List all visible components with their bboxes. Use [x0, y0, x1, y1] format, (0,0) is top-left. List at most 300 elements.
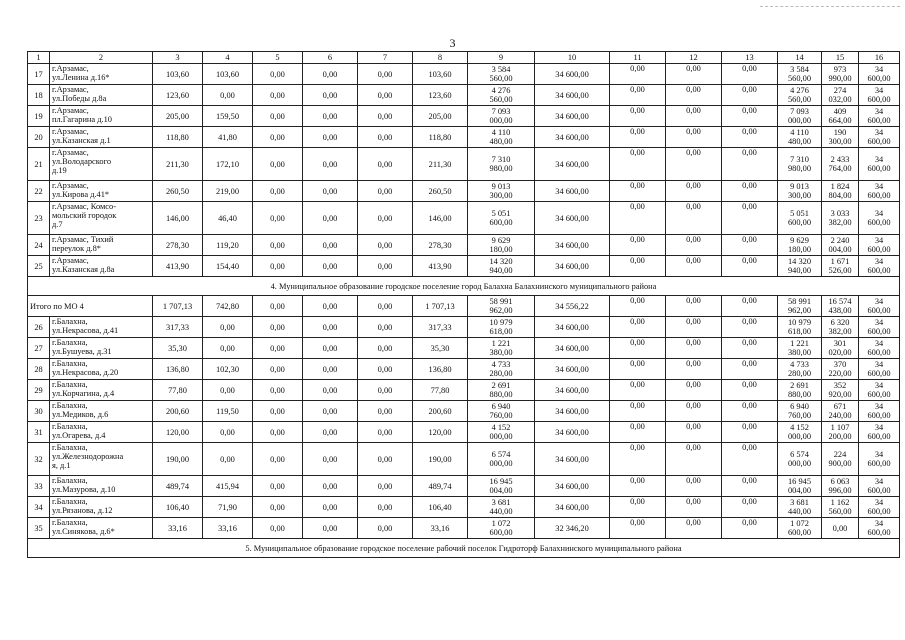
value-cell-16: 34 600,00: [859, 148, 900, 181]
value-cell-4: 219,00: [203, 181, 253, 202]
value-cell-16: 34 600,00: [859, 256, 900, 277]
header-cell-1: 1: [28, 52, 50, 64]
value-cell-9: 4 152 000,00: [468, 422, 535, 443]
address-cell: г.Арзамас, пл.Гагарина д.10: [50, 106, 153, 127]
value-cell-15: 1 162 560,00: [822, 497, 859, 518]
value-cell-7: 0,00: [358, 380, 413, 401]
value-cell-7: 0,00: [358, 497, 413, 518]
value-cell-15: 224 900,00: [822, 443, 859, 476]
header-row: [28, 52, 900, 64]
row-number: 30: [28, 401, 50, 422]
row-number: 29: [28, 380, 50, 401]
value-cell-4: 159,50: [203, 106, 253, 127]
total-value-8: 1 707,13: [413, 296, 468, 317]
value-cell-9: 3 681 440,00: [468, 497, 535, 518]
value-cell-6: 0,00: [303, 401, 358, 422]
value-cell-7: 0,00: [358, 127, 413, 148]
page-number: 3: [449, 36, 456, 50]
value-cell-12: 0,00: [666, 359, 722, 380]
value-cell-16: 34 600,00: [859, 518, 900, 539]
value-cell-7: 0,00: [358, 317, 413, 338]
value-cell-9: 4 276 560,00: [468, 85, 535, 106]
value-cell-10: 32 346,20: [535, 518, 610, 539]
address-cell: г.Арзамас, Тихий переулок д.8*: [50, 235, 153, 256]
address-cell: г.Балахна, ул.Железнодорожна я, д.1: [50, 443, 153, 476]
value-cell-9: 4 110 480,00: [468, 127, 535, 148]
value-cell-3: 489,74: [153, 476, 203, 497]
value-cell-8: 317,33: [413, 317, 468, 338]
value-cell-10: 34 600,00: [535, 106, 610, 127]
value-cell-6: 0,00: [303, 202, 358, 235]
row-number: 28: [28, 359, 50, 380]
total-value-12: 0,00: [666, 296, 722, 317]
value-cell-11: 0,00: [610, 85, 666, 106]
header-cell-16: 16: [859, 52, 900, 64]
header-cell-14: 14: [778, 52, 822, 64]
row-number: 24: [28, 235, 50, 256]
value-cell-8: 77,80: [413, 380, 468, 401]
section-5-row: [28, 539, 900, 558]
value-cell-12: 0,00: [666, 148, 722, 181]
value-cell-9: 10 979 618,00: [468, 317, 535, 338]
value-cell-7: 0,00: [358, 476, 413, 497]
value-cell-4: 415,94: [203, 476, 253, 497]
value-cell-14: 4 152 000,00: [778, 422, 822, 443]
header-cell-5: 5: [253, 52, 303, 64]
value-cell-7: 0,00: [358, 235, 413, 256]
value-cell-11: 0,00: [610, 359, 666, 380]
value-cell-3: 123,60: [153, 85, 203, 106]
value-cell-8: 118,80: [413, 127, 468, 148]
value-cell-12: 0,00: [666, 181, 722, 202]
top-border-line: [760, 6, 900, 7]
value-cell-14: 5 051 600,00: [778, 202, 822, 235]
header-cell-13: 13: [722, 52, 778, 64]
address-cell: г.Арзамас, Комсо- мольский городок д.7: [50, 202, 153, 235]
value-cell-15: 3 033 382,00: [822, 202, 859, 235]
value-cell-3: 146,00: [153, 202, 203, 235]
value-cell-5: 0,00: [253, 85, 303, 106]
value-cell-12: 0,00: [666, 380, 722, 401]
value-cell-12: 0,00: [666, 497, 722, 518]
value-cell-5: 0,00: [253, 235, 303, 256]
value-cell-3: 77,80: [153, 380, 203, 401]
value-cell-14: 2 691 880,00: [778, 380, 822, 401]
value-cell-11: 0,00: [610, 380, 666, 401]
header-cell-9: 9: [468, 52, 535, 64]
table-row: [28, 235, 900, 256]
value-cell-6: 0,00: [303, 127, 358, 148]
value-cell-7: 0,00: [358, 422, 413, 443]
value-cell-15: 1 824 804,00: [822, 181, 859, 202]
value-cell-9: 16 945 004,00: [468, 476, 535, 497]
value-cell-12: 0,00: [666, 476, 722, 497]
value-cell-13: 0,00: [722, 64, 778, 85]
value-cell-4: 41,80: [203, 127, 253, 148]
header-cell-7: 7: [358, 52, 413, 64]
value-cell-16: 34 600,00: [859, 476, 900, 497]
value-cell-5: 0,00: [253, 64, 303, 85]
value-cell-8: 33,16: [413, 518, 468, 539]
value-cell-12: 0,00: [666, 317, 722, 338]
section-title: 4. Муниципальное образование городское поселение город Балахна Балахнинского муниципального района: [28, 277, 900, 296]
value-cell-16: 34 600,00: [859, 181, 900, 202]
address-cell: г.Балахна, ул.Медиков, д.6: [50, 401, 153, 422]
value-cell-16: 34 600,00: [859, 401, 900, 422]
value-cell-8: 35,30: [413, 338, 468, 359]
value-cell-4: 46,40: [203, 202, 253, 235]
value-cell-5: 0,00: [253, 422, 303, 443]
value-cell-16: 34 600,00: [859, 338, 900, 359]
value-cell-6: 0,00: [303, 256, 358, 277]
value-cell-11: 0,00: [610, 148, 666, 181]
total-value-15: 16 574 438,00: [822, 296, 859, 317]
value-cell-7: 0,00: [358, 338, 413, 359]
value-cell-12: 0,00: [666, 401, 722, 422]
value-cell-3: 205,00: [153, 106, 203, 127]
value-cell-3: 200,60: [153, 401, 203, 422]
total-value-3: 1 707,13: [153, 296, 203, 317]
value-cell-16: 34 600,00: [859, 317, 900, 338]
table-row: [28, 338, 900, 359]
value-cell-3: 118,80: [153, 127, 203, 148]
value-cell-5: 0,00: [253, 518, 303, 539]
value-cell-8: 489,74: [413, 476, 468, 497]
value-cell-12: 0,00: [666, 338, 722, 359]
total-row: [28, 296, 900, 317]
value-cell-13: 0,00: [722, 380, 778, 401]
value-cell-6: 0,00: [303, 64, 358, 85]
value-cell-3: 120,00: [153, 422, 203, 443]
value-cell-13: 0,00: [722, 256, 778, 277]
value-cell-7: 0,00: [358, 518, 413, 539]
value-cell-8: 205,00: [413, 106, 468, 127]
value-cell-13: 0,00: [722, 148, 778, 181]
address-cell: г.Арзамас, ул.Победы д.8а: [50, 85, 153, 106]
value-cell-14: 1 072 600,00: [778, 518, 822, 539]
table-row: [28, 85, 900, 106]
value-cell-5: 0,00: [253, 359, 303, 380]
row-number: 34: [28, 497, 50, 518]
table-row: [28, 380, 900, 401]
header-cell-11: 11: [610, 52, 666, 64]
address-cell: г.Балахна, ул.Бушуева, д.31: [50, 338, 153, 359]
value-cell-11: 0,00: [610, 476, 666, 497]
value-cell-5: 0,00: [253, 127, 303, 148]
table-row: [28, 422, 900, 443]
address-cell: г.Балахна, ул.Огарева, д.4: [50, 422, 153, 443]
value-cell-4: 0,00: [203, 85, 253, 106]
value-cell-7: 0,00: [358, 256, 413, 277]
row-number: 26: [28, 317, 50, 338]
table-row: [28, 359, 900, 380]
value-cell-9: 14 320 940,00: [468, 256, 535, 277]
address-cell: г.Балахна, ул.Синякова, д.6*: [50, 518, 153, 539]
value-cell-13: 0,00: [722, 127, 778, 148]
value-cell-13: 0,00: [722, 181, 778, 202]
value-cell-13: 0,00: [722, 317, 778, 338]
value-cell-13: 0,00: [722, 106, 778, 127]
value-cell-4: 172,10: [203, 148, 253, 181]
value-cell-3: 260,50: [153, 181, 203, 202]
value-cell-4: 0,00: [203, 338, 253, 359]
row-number: 31: [28, 422, 50, 443]
value-cell-10: 34 600,00: [535, 235, 610, 256]
value-cell-14: 6 940 760,00: [778, 401, 822, 422]
value-cell-6: 0,00: [303, 518, 358, 539]
address-cell: г.Арзамас, ул.Володарского д.19: [50, 148, 153, 181]
address-cell: г.Балахна, ул.Некрасова, д.41: [50, 317, 153, 338]
value-cell-9: 5 051 600,00: [468, 202, 535, 235]
value-cell-5: 0,00: [253, 338, 303, 359]
value-cell-10: 34 600,00: [535, 148, 610, 181]
value-cell-8: 200,60: [413, 401, 468, 422]
value-cell-15: 2 433 764,00: [822, 148, 859, 181]
value-cell-3: 33,16: [153, 518, 203, 539]
value-cell-8: 413,90: [413, 256, 468, 277]
value-cell-11: 0,00: [610, 256, 666, 277]
value-cell-14: 3 681 440,00: [778, 497, 822, 518]
value-cell-9: 7 093 000,00: [468, 106, 535, 127]
value-cell-6: 0,00: [303, 85, 358, 106]
value-cell-16: 34 600,00: [859, 497, 900, 518]
value-cell-4: 119,20: [203, 235, 253, 256]
value-cell-7: 0,00: [358, 443, 413, 476]
value-cell-14: 9 013 300,00: [778, 181, 822, 202]
value-cell-14: 4 733 280,00: [778, 359, 822, 380]
value-cell-12: 0,00: [666, 106, 722, 127]
total-value-13: 0,00: [722, 296, 778, 317]
value-cell-3: 211,30: [153, 148, 203, 181]
value-cell-14: 7 310 980,00: [778, 148, 822, 181]
table-row: [28, 64, 900, 85]
value-cell-4: 119,50: [203, 401, 253, 422]
value-cell-7: 0,00: [358, 106, 413, 127]
value-cell-8: 120,00: [413, 422, 468, 443]
value-cell-13: 0,00: [722, 359, 778, 380]
value-cell-5: 0,00: [253, 476, 303, 497]
value-cell-10: 34 600,00: [535, 202, 610, 235]
table-row: [28, 148, 900, 181]
value-cell-7: 0,00: [358, 181, 413, 202]
value-cell-6: 0,00: [303, 181, 358, 202]
value-cell-9: 6 940 760,00: [468, 401, 535, 422]
total-value-14: 58 991 962,00: [778, 296, 822, 317]
value-cell-14: 4 110 480,00: [778, 127, 822, 148]
value-cell-12: 0,00: [666, 202, 722, 235]
row-number: 17: [28, 64, 50, 85]
address-cell: г.Арзамас, ул.Кирова д.41*: [50, 181, 153, 202]
value-cell-11: 0,00: [610, 202, 666, 235]
value-cell-5: 0,00: [253, 106, 303, 127]
value-cell-5: 0,00: [253, 256, 303, 277]
value-cell-6: 0,00: [303, 317, 358, 338]
value-cell-9: 2 691 880,00: [468, 380, 535, 401]
value-cell-16: 34 600,00: [859, 202, 900, 235]
table-row: [28, 106, 900, 127]
value-cell-15: 301 020,00: [822, 338, 859, 359]
value-cell-11: 0,00: [610, 401, 666, 422]
value-cell-12: 0,00: [666, 422, 722, 443]
value-cell-3: 106,40: [153, 497, 203, 518]
value-cell-11: 0,00: [610, 497, 666, 518]
address-cell: г.Балахна, ул.Рязанова, д.12: [50, 497, 153, 518]
value-cell-5: 0,00: [253, 317, 303, 338]
value-cell-6: 0,00: [303, 422, 358, 443]
value-cell-15: 0,00: [822, 518, 859, 539]
value-cell-5: 0,00: [253, 181, 303, 202]
value-cell-13: 0,00: [722, 476, 778, 497]
value-cell-15: 370 220,00: [822, 359, 859, 380]
header-cell-15: 15: [822, 52, 859, 64]
row-number: 22: [28, 181, 50, 202]
value-cell-5: 0,00: [253, 497, 303, 518]
value-cell-13: 0,00: [722, 422, 778, 443]
value-cell-14: 4 276 560,00: [778, 85, 822, 106]
value-cell-6: 0,00: [303, 443, 358, 476]
value-cell-14: 10 979 618,00: [778, 317, 822, 338]
value-cell-15: 671 240,00: [822, 401, 859, 422]
value-cell-12: 0,00: [666, 518, 722, 539]
value-cell-10: 34 600,00: [535, 317, 610, 338]
value-cell-10: 34 600,00: [535, 380, 610, 401]
value-cell-10: 34 600,00: [535, 422, 610, 443]
row-number: 33: [28, 476, 50, 497]
value-cell-16: 34 600,00: [859, 85, 900, 106]
value-cell-13: 0,00: [722, 443, 778, 476]
value-cell-11: 0,00: [610, 235, 666, 256]
row-number: 32: [28, 443, 50, 476]
value-cell-3: 103,60: [153, 64, 203, 85]
value-cell-4: 102,30: [203, 359, 253, 380]
value-cell-7: 0,00: [358, 359, 413, 380]
value-cell-15: 6 320 382,00: [822, 317, 859, 338]
value-cell-11: 0,00: [610, 338, 666, 359]
value-cell-15: 2 240 004,00: [822, 235, 859, 256]
header-cell-3: 3: [153, 52, 203, 64]
table-row: [28, 443, 900, 476]
value-cell-4: 0,00: [203, 443, 253, 476]
total-label: Итого по МО 4: [28, 296, 153, 317]
value-cell-8: 260,50: [413, 181, 468, 202]
value-cell-5: 0,00: [253, 202, 303, 235]
value-cell-15: 409 664,00: [822, 106, 859, 127]
value-cell-11: 0,00: [610, 106, 666, 127]
value-cell-10: 34 600,00: [535, 401, 610, 422]
table-row: [28, 317, 900, 338]
value-cell-8: 123,60: [413, 85, 468, 106]
value-cell-10: 34 600,00: [535, 443, 610, 476]
value-cell-5: 0,00: [253, 401, 303, 422]
value-cell-15: 1 671 526,00: [822, 256, 859, 277]
value-cell-8: 211,30: [413, 148, 468, 181]
value-cell-4: 103,60: [203, 64, 253, 85]
value-cell-13: 0,00: [722, 202, 778, 235]
value-cell-3: 190,00: [153, 443, 203, 476]
value-cell-6: 0,00: [303, 476, 358, 497]
value-cell-8: 278,30: [413, 235, 468, 256]
value-cell-11: 0,00: [610, 317, 666, 338]
value-cell-13: 0,00: [722, 518, 778, 539]
value-cell-8: 106,40: [413, 497, 468, 518]
value-cell-10: 34 600,00: [535, 64, 610, 85]
value-cell-6: 0,00: [303, 148, 358, 181]
value-cell-15: 274 032,00: [822, 85, 859, 106]
header-cell-12: 12: [666, 52, 722, 64]
row-number: 19: [28, 106, 50, 127]
value-cell-14: 1 221 380,00: [778, 338, 822, 359]
value-cell-4: 33,16: [203, 518, 253, 539]
value-cell-11: 0,00: [610, 518, 666, 539]
value-cell-12: 0,00: [666, 85, 722, 106]
value-cell-3: 136,80: [153, 359, 203, 380]
value-cell-11: 0,00: [610, 422, 666, 443]
value-cell-3: 278,30: [153, 235, 203, 256]
value-cell-14: 6 574 000,00: [778, 443, 822, 476]
address-cell: г.Балахна, ул.Мазурова, д.10: [50, 476, 153, 497]
row-number: 27: [28, 338, 50, 359]
value-cell-11: 0,00: [610, 127, 666, 148]
value-cell-6: 0,00: [303, 235, 358, 256]
value-cell-13: 0,00: [722, 338, 778, 359]
total-value-10: 34 556,22: [535, 296, 610, 317]
value-cell-12: 0,00: [666, 127, 722, 148]
value-cell-16: 34 600,00: [859, 422, 900, 443]
value-cell-13: 0,00: [722, 85, 778, 106]
value-cell-9: 6 574 000,00: [468, 443, 535, 476]
table-row: [28, 127, 900, 148]
value-cell-3: 35,30: [153, 338, 203, 359]
value-cell-12: 0,00: [666, 64, 722, 85]
value-cell-13: 0,00: [722, 235, 778, 256]
total-value-4: 742,80: [203, 296, 253, 317]
address-cell: г.Арзамас, ул.Казанская д.1: [50, 127, 153, 148]
value-cell-11: 0,00: [610, 181, 666, 202]
value-cell-8: 146,00: [413, 202, 468, 235]
value-cell-15: 973 990,00: [822, 64, 859, 85]
value-cell-11: 0,00: [610, 443, 666, 476]
value-cell-16: 34 600,00: [859, 443, 900, 476]
value-cell-15: 1 107 200,00: [822, 422, 859, 443]
total-value-11: 0,00: [610, 296, 666, 317]
value-cell-15: 352 920,00: [822, 380, 859, 401]
data-table: [27, 51, 900, 558]
value-cell-3: 413,90: [153, 256, 203, 277]
row-number: 20: [28, 127, 50, 148]
value-cell-12: 0,00: [666, 256, 722, 277]
value-cell-8: 190,00: [413, 443, 468, 476]
row-number: 35: [28, 518, 50, 539]
value-cell-16: 34 600,00: [859, 380, 900, 401]
value-cell-8: 136,80: [413, 359, 468, 380]
value-cell-10: 34 600,00: [535, 127, 610, 148]
address-cell: г.Арзамас, ул.Ленина д.16*: [50, 64, 153, 85]
table-row: [28, 256, 900, 277]
table-row: [28, 202, 900, 235]
row-number: 21: [28, 148, 50, 181]
table-row: [28, 476, 900, 497]
value-cell-10: 34 600,00: [535, 85, 610, 106]
header-cell-2: 2: [50, 52, 153, 64]
value-cell-14: 3 584 560,00: [778, 64, 822, 85]
value-cell-16: 34 600,00: [859, 127, 900, 148]
value-cell-4: 71,90: [203, 497, 253, 518]
address-cell: г.Балахна, ул.Некрасова, д.20: [50, 359, 153, 380]
value-cell-5: 0,00: [253, 380, 303, 401]
value-cell-9: 4 733 280,00: [468, 359, 535, 380]
value-cell-10: 34 600,00: [535, 359, 610, 380]
value-cell-10: 34 600,00: [535, 497, 610, 518]
